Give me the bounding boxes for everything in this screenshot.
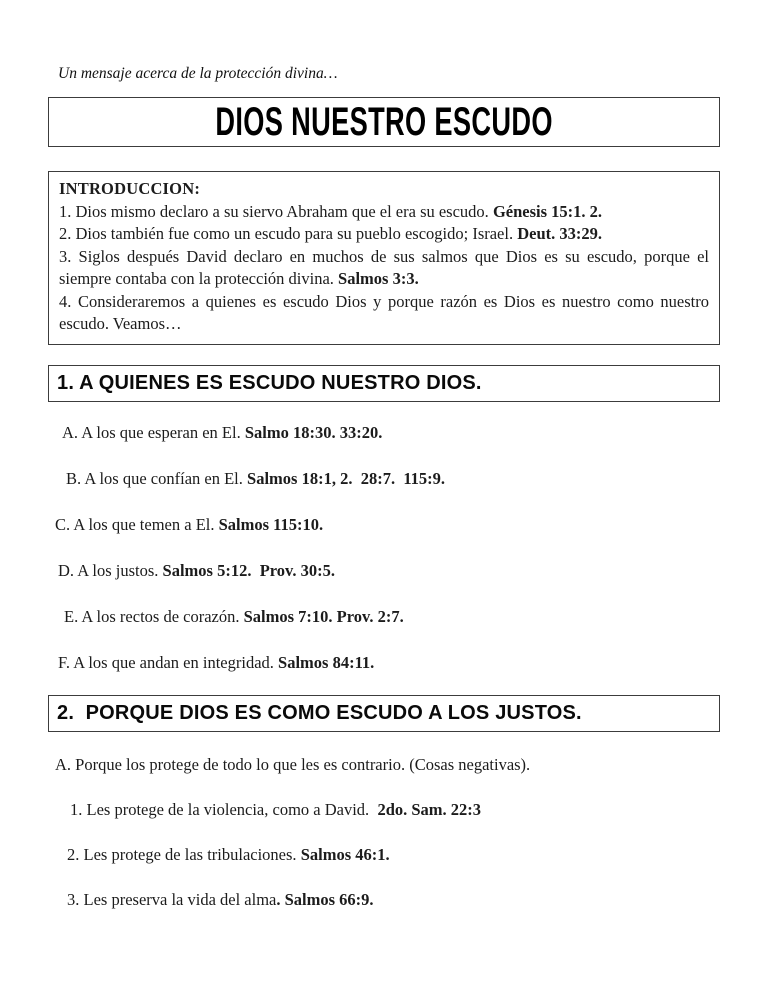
page-title: DIOS NUESTRO ESCUDO: [215, 100, 553, 144]
introduction-heading: INTRODUCCION:: [59, 179, 201, 198]
list-item: [67, 889, 720, 910]
list-item: [66, 468, 720, 489]
item-text: 2. Les protege de las tribulaciones.: [67, 844, 301, 864]
scripture-ref: 2do. Sam. 22:3: [377, 799, 482, 819]
tagline: Un mensaje acerca de la protección divina…: [58, 65, 338, 82]
intro-item: [59, 223, 709, 246]
scripture-ref: Salmos 46:1.: [300, 844, 390, 864]
scripture-ref: Salmos 115:10.: [218, 514, 324, 534]
scripture-ref: . Salmos 66:9.: [276, 889, 374, 909]
section2-heading-box: [48, 695, 720, 732]
item-text: B. A los que confían en El.: [66, 468, 248, 488]
list-item: [70, 799, 720, 820]
title-box: [48, 97, 720, 147]
item-text: F. A los que andan en integridad.: [58, 652, 279, 672]
item-text: 3. Les preserva la vida del alma: [67, 889, 277, 909]
intro-item: [59, 201, 709, 224]
scripture-ref: Salmos 7:10. Prov. 2:7.: [243, 606, 404, 626]
introduction-box: [48, 171, 720, 345]
scripture-ref: Salmos 3:3.: [338, 269, 419, 288]
scripture-ref: Salmos 84:11.: [278, 652, 375, 672]
section1-heading: 1. A QUIENES ES ESCUDO NUESTRO DIOS.: [57, 371, 482, 394]
intro-item-text: 3. Siglos después David declaro en muchos de sus salmos que Dios es su escudo, porque el siempre contaba con la protección divina.: [59, 246, 714, 288]
section2-heading: 2. PORQUE DIOS ES COMO ESCUDO A LOS JUSTOS.: [57, 701, 582, 724]
section2-list: [48, 799, 720, 910]
list-item: [58, 652, 720, 673]
section1-heading-box: [48, 365, 720, 402]
item-text: C. A los que temen a El.: [55, 514, 219, 534]
item-text: 1. Les protege de la violencia, como a David.: [70, 799, 378, 819]
list-item: [64, 606, 720, 627]
intro-item-text: 1. Dios mismo declaro a su siervo Abraham que el era su escudo.: [59, 201, 493, 221]
scripture-ref: Deut. 33:29.: [517, 224, 602, 243]
intro-item: [59, 291, 714, 336]
list-item: [67, 844, 720, 865]
item-text: A. A los que esperan en El.: [62, 422, 245, 442]
list-item: [55, 514, 720, 535]
intro-item-text: 2. Dios también fue como un escudo para su pueblo escogido; Israel.: [59, 224, 518, 243]
list-item: [58, 560, 720, 581]
item-text: D. A los justos.: [58, 560, 163, 580]
list-item: [62, 422, 720, 443]
item-text: E. A los rectos de corazón.: [64, 606, 244, 626]
section1-list: [48, 422, 720, 673]
scripture-ref: Génesis 15:1. 2.: [492, 201, 603, 221]
intro-item: [59, 246, 714, 291]
section2-lead: A. Porque los protege de todo lo que les es contrario. (Cosas negativas).: [55, 754, 531, 774]
intro-item-text: 4. Consideraremos a quienes es escudo Dios y porque razón es Dios es nuestro como nuestro escudo. Veamos…: [59, 291, 714, 333]
scripture-ref: Salmos 18:1, 2. 28:7. 115:9.: [247, 468, 446, 488]
scripture-ref: Salmo 18:30. 33:20.: [244, 422, 383, 442]
scripture-ref: Salmos 5:12. Prov. 30:5.: [162, 560, 336, 580]
